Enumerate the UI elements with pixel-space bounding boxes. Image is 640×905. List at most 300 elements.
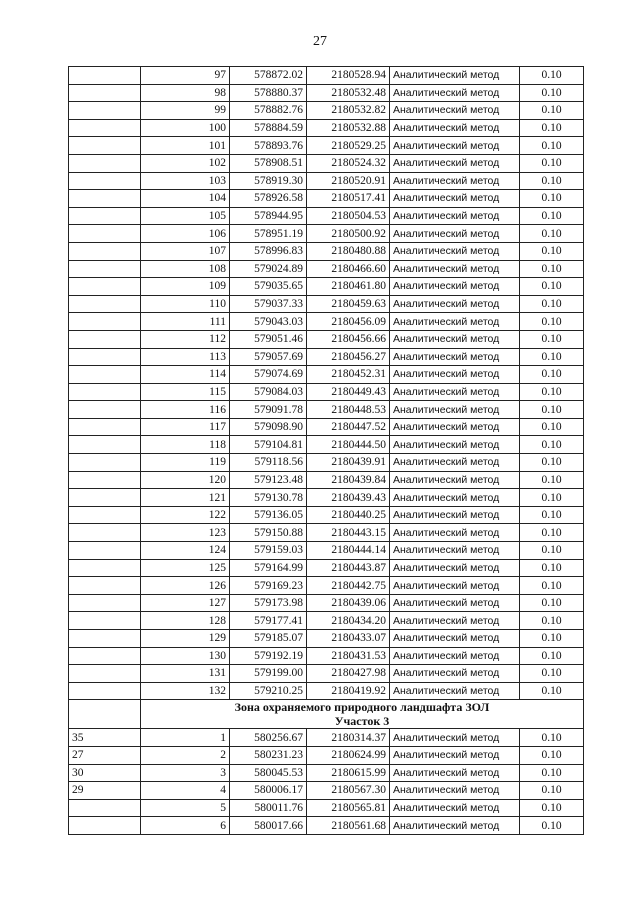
table-row: [69, 67, 584, 85]
accuracy-cell: 0.10: [520, 630, 584, 648]
x-coordinate-cell: 579210.25: [230, 682, 307, 700]
x-coordinate-cell: 578893.76: [230, 137, 307, 155]
x-coordinate-cell: 579159.03: [230, 542, 307, 560]
accuracy-cell: 0.10: [520, 366, 584, 384]
method-cell: Аналитический метод: [390, 348, 520, 366]
point-number-cell: 130: [141, 647, 230, 665]
point-number-cell: 122: [141, 506, 230, 524]
point-number-cell: 128: [141, 612, 230, 630]
method-cell: Аналитический метод: [390, 594, 520, 612]
point-number-cell: 108: [141, 260, 230, 278]
y-coordinate-cell: 2180480.88: [307, 242, 390, 260]
accuracy-cell: 0.10: [520, 67, 584, 85]
point-number-cell: 111: [141, 313, 230, 331]
x-coordinate-cell: 579173.98: [230, 594, 307, 612]
y-coordinate-cell: 2180517.41: [307, 190, 390, 208]
zone-point-cell: [69, 454, 141, 472]
zone-point-cell: [69, 190, 141, 208]
x-coordinate-cell: 578944.95: [230, 207, 307, 225]
accuracy-cell: 0.10: [520, 665, 584, 683]
method-cell: Аналитический метод: [390, 647, 520, 665]
x-coordinate-cell: 578996.83: [230, 242, 307, 260]
y-coordinate-cell: 2180500.92: [307, 225, 390, 243]
y-coordinate-cell: 2180461.80: [307, 278, 390, 296]
x-coordinate-cell: 579084.03: [230, 383, 307, 401]
table-row: [69, 278, 584, 296]
zone-point-cell: [69, 260, 141, 278]
y-coordinate-cell: 2180528.94: [307, 67, 390, 85]
table-row: [69, 782, 584, 800]
table-row: [69, 594, 584, 612]
y-coordinate-cell: 2180439.43: [307, 489, 390, 507]
accuracy-cell: 0.10: [520, 102, 584, 120]
accuracy-cell: 0.10: [520, 764, 584, 782]
y-coordinate-cell: 2180466.60: [307, 260, 390, 278]
y-coordinate-cell: 2180442.75: [307, 577, 390, 595]
x-coordinate-cell: 579199.00: [230, 665, 307, 683]
method-cell: Аналитический метод: [390, 67, 520, 85]
section-subtitle: Участок 3: [334, 714, 390, 729]
y-coordinate-cell: 2180520.91: [307, 172, 390, 190]
method-cell: Аналитический метод: [390, 418, 520, 436]
y-coordinate-cell: 2180439.06: [307, 594, 390, 612]
point-number-cell: 106: [141, 225, 230, 243]
x-coordinate-cell: 578880.37: [230, 84, 307, 102]
point-number-cell: 119: [141, 454, 230, 472]
point-number-cell: 113: [141, 348, 230, 366]
table-row: [69, 817, 584, 835]
method-cell: Аналитический метод: [390, 471, 520, 489]
point-number-cell: 110: [141, 295, 230, 313]
accuracy-cell: 0.10: [520, 799, 584, 817]
point-number-cell: 100: [141, 119, 230, 137]
accuracy-cell: 0.10: [520, 260, 584, 278]
zone-point-cell: [69, 348, 141, 366]
y-coordinate-cell: 2180444.14: [307, 542, 390, 560]
x-coordinate-cell: 579130.78: [230, 489, 307, 507]
accuracy-cell: 0.10: [520, 524, 584, 542]
accuracy-cell: 0.10: [520, 682, 584, 700]
method-cell: Аналитический метод: [390, 225, 520, 243]
table-row: [69, 330, 584, 348]
method-cell: Аналитический метод: [390, 102, 520, 120]
accuracy-cell: 0.10: [520, 225, 584, 243]
accuracy-cell: 0.10: [520, 577, 584, 595]
table-row: [69, 506, 584, 524]
method-cell: Аналитический метод: [390, 313, 520, 331]
zone-point-cell: [69, 295, 141, 313]
zone-point-cell: [69, 817, 141, 835]
x-coordinate-cell: 579177.41: [230, 612, 307, 630]
method-cell: Аналитический метод: [390, 383, 520, 401]
x-coordinate-cell: 579091.78: [230, 401, 307, 419]
accuracy-cell: 0.10: [520, 207, 584, 225]
table-row: [69, 119, 584, 137]
method-cell: Аналитический метод: [390, 682, 520, 700]
method-cell: Аналитический метод: [390, 295, 520, 313]
zone-point-cell: [69, 418, 141, 436]
method-cell: Аналитический метод: [390, 542, 520, 560]
point-number-cell: 3: [141, 764, 230, 782]
x-coordinate-cell: 579118.56: [230, 454, 307, 472]
point-number-cell: 6: [141, 817, 230, 835]
y-coordinate-cell: 2180433.07: [307, 630, 390, 648]
zone-point-cell: [69, 665, 141, 683]
coordinates-table: [68, 66, 584, 835]
x-coordinate-cell: 579150.88: [230, 524, 307, 542]
x-coordinate-cell: 579123.48: [230, 471, 307, 489]
table-row: [69, 172, 584, 190]
point-number-cell: 123: [141, 524, 230, 542]
x-coordinate-cell: 579051.46: [230, 330, 307, 348]
table-row: [69, 559, 584, 577]
method-cell: Аналитический метод: [390, 330, 520, 348]
zone-point-cell: 29: [69, 782, 141, 800]
y-coordinate-cell: 2180615.99: [307, 764, 390, 782]
table-row: [69, 84, 584, 102]
x-coordinate-cell: 580006.17: [230, 782, 307, 800]
accuracy-cell: 0.10: [520, 313, 584, 331]
table-row: [69, 577, 584, 595]
zone-point-cell: [69, 682, 141, 700]
zone-point-cell: [69, 67, 141, 85]
method-cell: Аналитический метод: [390, 782, 520, 800]
accuracy-cell: 0.10: [520, 295, 584, 313]
point-number-cell: 125: [141, 559, 230, 577]
table-row: [69, 190, 584, 208]
table-row: [69, 207, 584, 225]
table-row: [69, 366, 584, 384]
x-coordinate-cell: 579164.99: [230, 559, 307, 577]
x-coordinate-cell: 579185.07: [230, 630, 307, 648]
method-cell: Аналитический метод: [390, 630, 520, 648]
x-coordinate-cell: 579043.03: [230, 313, 307, 331]
point-number-cell: 4: [141, 782, 230, 800]
zone-point-cell: [69, 647, 141, 665]
method-cell: Аналитический метод: [390, 401, 520, 419]
point-number-cell: 112: [141, 330, 230, 348]
x-coordinate-cell: 579057.69: [230, 348, 307, 366]
point-number-cell: 124: [141, 542, 230, 560]
point-number-cell: 117: [141, 418, 230, 436]
point-number-cell: 127: [141, 594, 230, 612]
x-coordinate-cell: 579024.89: [230, 260, 307, 278]
table-row: [69, 746, 584, 764]
method-cell: Аналитический метод: [390, 489, 520, 507]
method-cell: Аналитический метод: [390, 817, 520, 835]
zone-point-cell: [69, 207, 141, 225]
zone-point-cell: [69, 366, 141, 384]
method-cell: Аналитический метод: [390, 278, 520, 296]
method-cell: Аналитический метод: [390, 559, 520, 577]
section-row: [69, 700, 584, 729]
accuracy-cell: 0.10: [520, 418, 584, 436]
x-coordinate-cell: 578908.51: [230, 154, 307, 172]
section-title-cell: [141, 700, 584, 729]
method-cell: Аналитический метод: [390, 366, 520, 384]
x-coordinate-cell: 579169.23: [230, 577, 307, 595]
table-row: [69, 764, 584, 782]
y-coordinate-cell: 2180431.53: [307, 647, 390, 665]
table-row: [69, 454, 584, 472]
zone-point-cell: 35: [69, 729, 141, 747]
point-number-cell: 115: [141, 383, 230, 401]
y-coordinate-cell: 2180532.82: [307, 102, 390, 120]
table-row: [69, 242, 584, 260]
table-row: [69, 348, 584, 366]
method-cell: Аналитический метод: [390, 436, 520, 454]
table-row: [69, 489, 584, 507]
method-cell: Аналитический метод: [390, 137, 520, 155]
x-coordinate-cell: 579037.33: [230, 295, 307, 313]
y-coordinate-cell: 2180456.27: [307, 348, 390, 366]
accuracy-cell: 0.10: [520, 330, 584, 348]
y-coordinate-cell: 2180529.25: [307, 137, 390, 155]
zone-point-cell: [69, 471, 141, 489]
accuracy-cell: 0.10: [520, 119, 584, 137]
y-coordinate-cell: 2180447.52: [307, 418, 390, 436]
accuracy-cell: 0.10: [520, 782, 584, 800]
accuracy-cell: 0.10: [520, 172, 584, 190]
point-number-cell: 104: [141, 190, 230, 208]
table-row: [69, 729, 584, 747]
zone-point-cell: [69, 524, 141, 542]
y-coordinate-cell: 2180314.37: [307, 729, 390, 747]
method-cell: Аналитический метод: [390, 524, 520, 542]
accuracy-cell: 0.10: [520, 436, 584, 454]
table-row: [69, 471, 584, 489]
y-coordinate-cell: 2180449.43: [307, 383, 390, 401]
y-coordinate-cell: 2180532.48: [307, 84, 390, 102]
x-coordinate-cell: 579136.05: [230, 506, 307, 524]
method-cell: Аналитический метод: [390, 799, 520, 817]
accuracy-cell: 0.10: [520, 454, 584, 472]
y-coordinate-cell: 2180561.68: [307, 817, 390, 835]
zone-point-cell: [69, 799, 141, 817]
accuracy-cell: 0.10: [520, 190, 584, 208]
x-coordinate-cell: 578926.58: [230, 190, 307, 208]
accuracy-cell: 0.10: [520, 506, 584, 524]
y-coordinate-cell: 2180419.92: [307, 682, 390, 700]
table-row: [69, 102, 584, 120]
point-number-cell: 103: [141, 172, 230, 190]
point-number-cell: 116: [141, 401, 230, 419]
y-coordinate-cell: 2180444.50: [307, 436, 390, 454]
method-cell: Аналитический метод: [390, 577, 520, 595]
accuracy-cell: 0.10: [520, 594, 584, 612]
accuracy-cell: 0.10: [520, 242, 584, 260]
zone-point-cell: [69, 102, 141, 120]
y-coordinate-cell: 2180565.81: [307, 799, 390, 817]
zone-point-cell: [69, 313, 141, 331]
accuracy-cell: 0.10: [520, 817, 584, 835]
x-coordinate-cell: 579035.65: [230, 278, 307, 296]
accuracy-cell: 0.10: [520, 383, 584, 401]
y-coordinate-cell: 2180524.32: [307, 154, 390, 172]
accuracy-cell: 0.10: [520, 154, 584, 172]
accuracy-cell: 0.10: [520, 84, 584, 102]
zone-point-cell: [69, 242, 141, 260]
y-coordinate-cell: 2180456.09: [307, 313, 390, 331]
y-coordinate-cell: 2180440.25: [307, 506, 390, 524]
zone-point-cell: [69, 119, 141, 137]
method-cell: Аналитический метод: [390, 729, 520, 747]
accuracy-cell: 0.10: [520, 471, 584, 489]
table-row: [69, 799, 584, 817]
zone-point-cell: [69, 278, 141, 296]
method-cell: Аналитический метод: [390, 84, 520, 102]
point-number-cell: 2: [141, 746, 230, 764]
y-coordinate-cell: 2180504.53: [307, 207, 390, 225]
method-cell: Аналитический метод: [390, 612, 520, 630]
zone-point-cell: [69, 383, 141, 401]
method-cell: Аналитический метод: [390, 207, 520, 225]
y-coordinate-cell: 2180443.87: [307, 559, 390, 577]
x-coordinate-cell: 579098.90: [230, 418, 307, 436]
point-number-cell: 98: [141, 84, 230, 102]
y-coordinate-cell: 2180624.99: [307, 746, 390, 764]
y-coordinate-cell: 2180439.84: [307, 471, 390, 489]
x-coordinate-cell: 580017.66: [230, 817, 307, 835]
point-number-cell: 120: [141, 471, 230, 489]
table-row: [69, 313, 584, 331]
table-row: [69, 630, 584, 648]
accuracy-cell: 0.10: [520, 559, 584, 577]
zone-point-cell: [69, 542, 141, 560]
y-coordinate-cell: 2180567.30: [307, 782, 390, 800]
method-cell: Аналитический метод: [390, 154, 520, 172]
x-coordinate-cell: 580256.67: [230, 729, 307, 747]
zone-point-cell: [69, 330, 141, 348]
table-row: [69, 295, 584, 313]
method-cell: Аналитический метод: [390, 746, 520, 764]
section-empty-cell: [69, 700, 141, 729]
method-cell: Аналитический метод: [390, 665, 520, 683]
table-row: [69, 436, 584, 454]
table-row: [69, 542, 584, 560]
point-number-cell: 107: [141, 242, 230, 260]
point-number-cell: 121: [141, 489, 230, 507]
zone-point-cell: [69, 436, 141, 454]
x-coordinate-cell: 579104.81: [230, 436, 307, 454]
accuracy-cell: 0.10: [520, 612, 584, 630]
zone-point-cell: [69, 154, 141, 172]
y-coordinate-cell: 2180452.31: [307, 366, 390, 384]
point-number-cell: 126: [141, 577, 230, 595]
zone-point-cell: 27: [69, 746, 141, 764]
zone-point-cell: [69, 630, 141, 648]
accuracy-cell: 0.10: [520, 729, 584, 747]
table-row: [69, 612, 584, 630]
zone-point-cell: [69, 506, 141, 524]
y-coordinate-cell: 2180443.15: [307, 524, 390, 542]
method-cell: Аналитический метод: [390, 190, 520, 208]
accuracy-cell: 0.10: [520, 401, 584, 419]
y-coordinate-cell: 2180532.88: [307, 119, 390, 137]
table-row: [69, 137, 584, 155]
point-number-cell: 5: [141, 799, 230, 817]
x-coordinate-cell: 578951.19: [230, 225, 307, 243]
x-coordinate-cell: 580011.76: [230, 799, 307, 817]
table-body-block-1: [69, 67, 584, 700]
x-coordinate-cell: 578882.76: [230, 102, 307, 120]
zone-point-cell: [69, 559, 141, 577]
point-number-cell: 118: [141, 436, 230, 454]
point-number-cell: 102: [141, 154, 230, 172]
table-row: [69, 418, 584, 436]
accuracy-cell: 0.10: [520, 746, 584, 764]
accuracy-cell: 0.10: [520, 647, 584, 665]
table-row: [69, 154, 584, 172]
y-coordinate-cell: 2180448.53: [307, 401, 390, 419]
zone-point-cell: [69, 489, 141, 507]
method-cell: Аналитический метод: [390, 260, 520, 278]
table-row: [69, 260, 584, 278]
method-cell: Аналитический метод: [390, 764, 520, 782]
section-title: Зона охраняемого природного ландшафта ЗОЛ: [234, 700, 490, 715]
zone-point-cell: [69, 84, 141, 102]
zone-point-cell: [69, 594, 141, 612]
table-row: [69, 383, 584, 401]
table-row: [69, 401, 584, 419]
y-coordinate-cell: 2180434.20: [307, 612, 390, 630]
accuracy-cell: 0.10: [520, 542, 584, 560]
table-section-header: [69, 700, 584, 729]
x-coordinate-cell: 578884.59: [230, 119, 307, 137]
table-body-block-2: [69, 729, 584, 835]
point-number-cell: 97: [141, 67, 230, 85]
y-coordinate-cell: 2180427.98: [307, 665, 390, 683]
x-coordinate-cell: 580045.53: [230, 764, 307, 782]
table-row: [69, 665, 584, 683]
zone-point-cell: [69, 401, 141, 419]
y-coordinate-cell: 2180456.66: [307, 330, 390, 348]
point-number-cell: 1: [141, 729, 230, 747]
zone-point-cell: [69, 612, 141, 630]
point-number-cell: 101: [141, 137, 230, 155]
x-coordinate-cell: 580231.23: [230, 746, 307, 764]
zone-point-cell: [69, 577, 141, 595]
zone-point-cell: 30: [69, 764, 141, 782]
x-coordinate-cell: 579074.69: [230, 366, 307, 384]
accuracy-cell: 0.10: [520, 137, 584, 155]
method-cell: Аналитический метод: [390, 172, 520, 190]
zone-point-cell: [69, 137, 141, 155]
method-cell: Аналитический метод: [390, 242, 520, 260]
table-row: [69, 225, 584, 243]
accuracy-cell: 0.10: [520, 489, 584, 507]
page-number: 27: [313, 34, 327, 49]
y-coordinate-cell: 2180439.91: [307, 454, 390, 472]
method-cell: Аналитический метод: [390, 506, 520, 524]
point-number-cell: 129: [141, 630, 230, 648]
table-row: [69, 647, 584, 665]
y-coordinate-cell: 2180459.63: [307, 295, 390, 313]
table-row: [69, 682, 584, 700]
point-number-cell: 105: [141, 207, 230, 225]
accuracy-cell: 0.10: [520, 278, 584, 296]
table-row: [69, 524, 584, 542]
x-coordinate-cell: 578872.02: [230, 67, 307, 85]
point-number-cell: 99: [141, 102, 230, 120]
accuracy-cell: 0.10: [520, 348, 584, 366]
point-number-cell: 131: [141, 665, 230, 683]
point-number-cell: 114: [141, 366, 230, 384]
method-cell: Аналитический метод: [390, 454, 520, 472]
point-number-cell: 109: [141, 278, 230, 296]
x-coordinate-cell: 578919.30: [230, 172, 307, 190]
zone-point-cell: [69, 225, 141, 243]
